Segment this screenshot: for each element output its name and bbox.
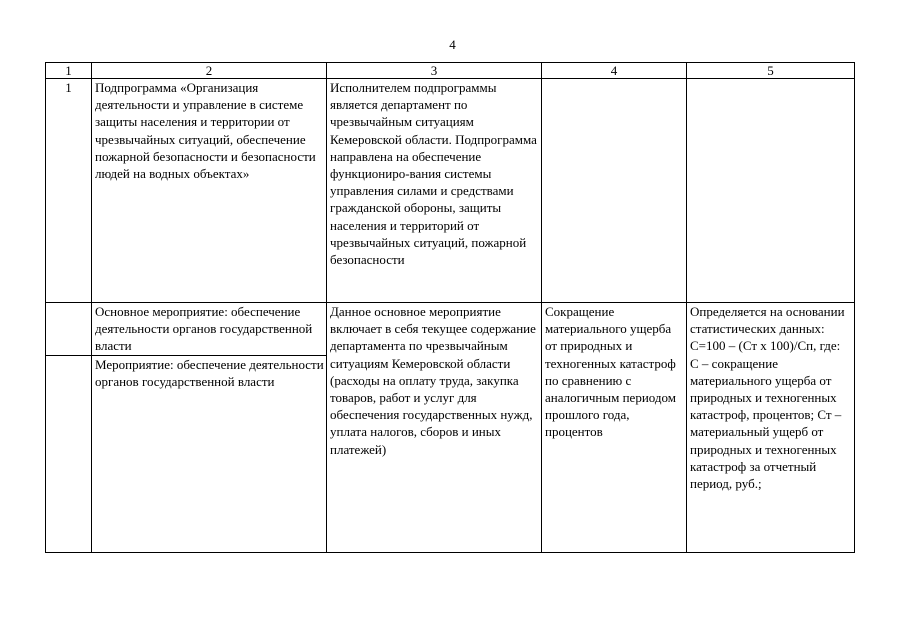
- event-number-cell: [46, 355, 92, 552]
- header-cell-5: 5: [687, 63, 855, 79]
- page-number: 4: [449, 37, 456, 52]
- table-row-main-activity: [46, 303, 855, 356]
- main-activity-indicator-cell: Сокращение материального ущерба от природных и техногенных катастроф по сравнению с аналогичным периодом прошлого года, процентов: [542, 303, 687, 553]
- header-cell-4: 4: [542, 63, 687, 79]
- event-name-cell: Мероприятие: обеспечение деятельности органов государственной власти: [92, 355, 327, 552]
- row-number-cell: 1: [46, 79, 92, 303]
- header-cell-1: 1: [46, 63, 92, 79]
- main-activity-description-cell: Данное основное мероприятие включает в себя текущее содержание департамента по чрезвычайным ситуациям Кемеровской области (расходы на оплату труда, закупка товаров, работ и услуг для обеспечения государственных нужд, уплата налогов, сборов и иных платежей): [327, 303, 542, 553]
- subprogram-indicator-cell: [542, 79, 687, 303]
- subprogram-name-cell: Подпрограмма «Организация деятельности и управление в системе защиты населения и территории от чрезвычайных ситуаций, обеспечение пожарной безопасности и безопасности людей на водных объектах»: [92, 79, 327, 303]
- table-row-subprogram: [46, 79, 855, 303]
- main-activity-number-cell: [46, 303, 92, 356]
- header-cell-3: 3: [327, 63, 542, 79]
- main-activity-name-cell: Основное мероприятие: обеспечение деятельности органов государственной власти: [92, 303, 327, 356]
- program-table: [45, 62, 855, 553]
- subprogram-description-cell: Исполнителем подпрограммы является департамент по чрезвычайным ситуациям Кемеровской области. Подпрограмма направлена на обеспечение функциониро-вания системы управления силами и средствами гражданской обороны, защиты населения и территорий от чрезвычайных ситуаций, пожарной безопасности: [327, 79, 542, 303]
- header-cell-2: 2: [92, 63, 327, 79]
- main-activity-method-cell: Определяется на основании статистических данных: С=100 – (Ст х 100)/Сп, где: С – сокращение материального ущерба от природных и техногенных катастроф, процентов; Ст – материальный ущерб от природных и техногенных катастроф за отчетный период, руб.;: [687, 303, 855, 553]
- subprogram-method-cell: [687, 79, 855, 303]
- table-header-row: [46, 63, 855, 79]
